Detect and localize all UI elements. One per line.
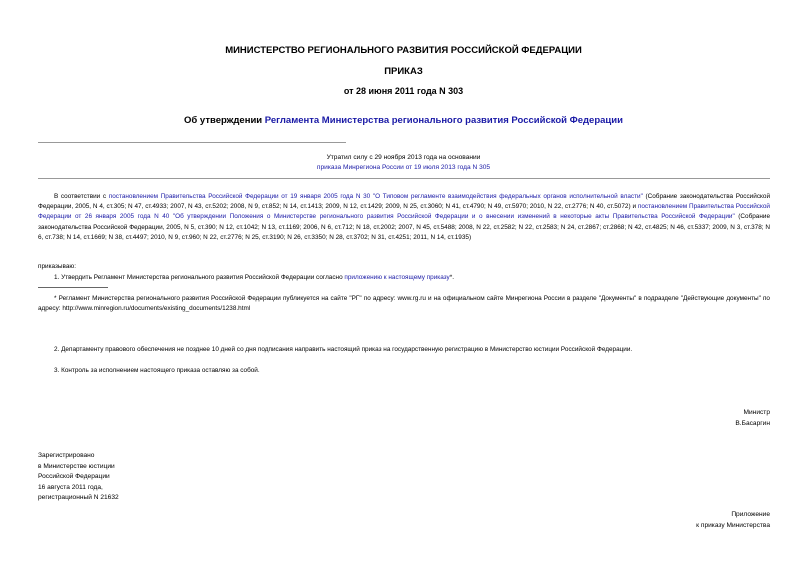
appendix-link[interactable]: приложению к настоящему приказу <box>344 274 450 281</box>
footnote: * Регламент Министерства регионального развития Российской Федерации публикуется на сайте "РГ" по адресу: www.rg.ru и на официальном сайте Минрегиона России в разделе "Документы" в подразделе "Действующие документы" по адресу: http://www.minregion.ru/documents/existing_documents/1238.html <box>38 295 770 313</box>
resolution-30-link[interactable]: постановлением Правительства Российской Федерации от 19 января 2005 года N 30 "О Типовом регламенте взаимодействия федеральных органов исполнительной власти" <box>108 193 643 200</box>
title-regulation-link[interactable]: Регламента Министерства регионального развития Российской Федерации <box>264 115 623 126</box>
order-word: приказываю: <box>38 263 76 270</box>
title-prefix: Об утверждении <box>184 115 265 126</box>
preamble-text: В соответствии с <box>54 193 109 200</box>
document-title <box>0 115 807 126</box>
appendix-line: Приложение <box>731 511 770 518</box>
registration-line: регистрационный N 21632 <box>38 494 119 501</box>
preamble-text: (Собрание законодательства Российской Федерации, 2005, N 4, ст.305; N 47, ст.4933; 2007, N 43, ст.5202; 2008, N 9, ст.852; N 14, ст.1413; 2009, N 12, ст.1429; 2009, N 25, ст.3060; N 41, ст.4790; N 49, ст.5970; 2010, N 22, ст.2776; N 40, ст.5072) и <box>38 193 771 211</box>
divider <box>38 178 770 179</box>
registration-line: 16 августа 2011 года, <box>38 483 103 491</box>
order-item-1 <box>38 273 770 283</box>
divider <box>38 142 346 143</box>
order-item-3: 3. Контроль за исполнением настоящего приказа оставляю за собой. <box>54 367 260 374</box>
document-type: ПРИКАЗ <box>384 66 423 77</box>
lost-force-order-link[interactable]: приказа Минрегиона России от 19 июля 2013 года N 305 <box>316 164 491 171</box>
document-date-number: от 28 июня 2011 года N 303 <box>343 86 464 96</box>
signer-name: В.Басаргин <box>735 419 770 427</box>
appendix-line: к приказу Министерства <box>696 521 770 529</box>
item-1-text: 1. Утвердить Регламент Министерства регионального развития Российской Федерации согласно <box>54 274 345 281</box>
resolution-40-link[interactable]: постановлением Правительства Российской Федерации от 26 января 2005 года N 40 "Об утверждении Положения о Министерстве регионального развития Российской Федерации и о внесении изменений в некоторые акты Правительства Российской Федерации" <box>38 203 770 221</box>
preamble-paragraph <box>38 192 770 243</box>
item-1-suffix: *. <box>449 274 455 281</box>
registration-line: Российской Федерации <box>38 473 110 480</box>
footnote-divider <box>38 287 108 288</box>
lost-force-text: Утратил силу с 29 ноября 2013 года на основании <box>326 154 481 161</box>
lost-force-note <box>0 153 807 173</box>
signature-block <box>735 408 770 429</box>
order-item-2: 2. Департаменту правового обеспечения не позднее 10 дней со дня подписания направить настоящий приказ на государственную регистрацию в Министерство юстиции Российской Федерации. <box>54 346 633 353</box>
registration-line: в Министерстве юстиции <box>38 462 115 470</box>
appendix-heading <box>696 510 770 531</box>
preamble-text: (Собрание законодательства Российской Федерации, 2005, N 5, ст.390; N 12, ст.1042; N 13, ст.1169; 2006, N 6, ст.712; N 18, ст.2002; 2007, N 45, ст.5488; 2008, N 22, ст.2582; N 22, ст.2583; N 24, ст.2867; ст.2868; N 42, ст.4825; N 46, ст.5337; 2009, N 3, ст.378; N 6, ст.738; N 14, ст.1669; N 38, ст.4497; 2010, N 9, ст.960; N 22, ст.2776; N 25, ст.3190; N 26, ст.3350; N 28, ст.3702; N 31, ст.4251; 2011, N 14, ст.1935) <box>38 213 770 241</box>
registration-block <box>38 451 119 504</box>
signer-position: Министр <box>743 409 770 416</box>
registration-line: Зарегистрировано <box>38 452 95 459</box>
ministry-heading: МИНИСТЕРСТВО РЕГИОНАЛЬНОГО РАЗВИТИЯ РОССИЙСКОЙ ФЕДЕРАЦИИ <box>225 45 582 56</box>
